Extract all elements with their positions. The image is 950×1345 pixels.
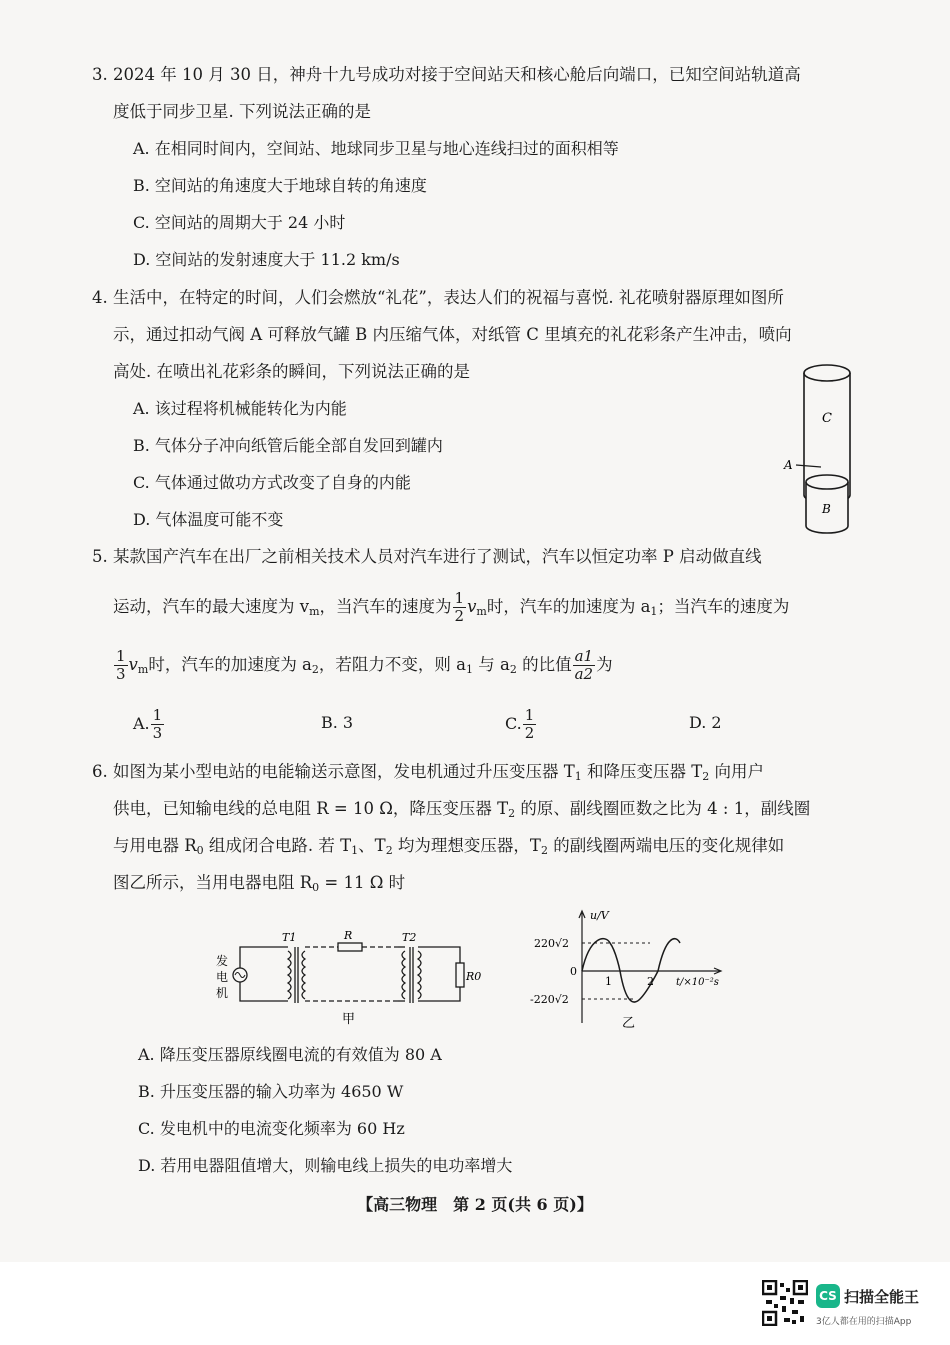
fraction-num: 1 [152, 706, 163, 724]
label-t1: T1 [282, 931, 297, 944]
q5-text: 运动，汽车的最大速度为 v [113, 597, 310, 616]
q6-stem-line3 [113, 834, 784, 863]
q5-option-b: B. 3 [321, 713, 354, 732]
q6-text: 和降压变压器 T [581, 762, 703, 781]
transmission-line [305, 947, 398, 1001]
q4-option-b: B. 气体分子冲向纸管后能全部自发回到罐内 [133, 436, 443, 455]
q6-option-a: A. 降压变压器原线圈电流的有效值为 80 A [138, 1045, 442, 1064]
q6-sub: 2 [385, 844, 393, 857]
y-peak-label: 220√2 [534, 937, 570, 950]
q6-text: 、T [358, 836, 386, 855]
q3-option-a: A. 在相同时间内，空间站、地球同步卫星与地心连线扫过的面积相等 [133, 139, 619, 158]
label-t2: T2 [402, 931, 417, 944]
ac-wave-icon [235, 973, 245, 978]
q5-sub: m [137, 663, 149, 676]
q5-text: 与 a [473, 655, 510, 674]
fraction-num: 1 [116, 647, 126, 665]
q6-voltage-graph [530, 905, 740, 1035]
q5-text: 的比值 [516, 655, 572, 674]
q6-stem-line2 [113, 797, 810, 826]
t1-secondary-coil [302, 951, 305, 999]
q4-stem-line1: 4. 生活中，在特定的时间，人们会燃放“礼花”，表达人们的祝福与喜悦. 礼花喷射器原理如图所 [92, 288, 784, 307]
label-r0: R0 [466, 970, 482, 983]
x-axis-label: t/×10⁻²s [676, 977, 719, 988]
q5-text: ，若阻力不变，则 a [318, 655, 466, 674]
q4-figure-canister [780, 460, 860, 540]
q5-option-c [505, 707, 537, 742]
q5-stem-line2: 运动，汽车的最大速度为 $v_m$，当汽车的速度为 $\frac{1}{2}$ $v_m$时，汽车的加速度为 $a_1$；当汽车的速度为 [113, 589, 790, 625]
q4-stem-line3: 高处. 在喷出礼花彩条的瞬间，下列说法正确的是 [113, 362, 470, 381]
label-r: R [344, 929, 353, 942]
generator-char: 电 [216, 970, 229, 984]
q3-stem-line1: 3. 2024 年 10 月 30 日，神舟十九号成功对接于空间站天和核心舱后向端口，已知空间站轨道高 [92, 65, 801, 84]
canister-b-top [806, 475, 848, 489]
generator-char: 发 [216, 954, 229, 968]
fraction-one-half [523, 707, 537, 742]
q6-text: 供电，已知输电线的总电阻 R = 10 Ω，降压变压器 T [113, 799, 509, 818]
scanner-logo: CS [816, 1284, 840, 1308]
t1-primary-coil [288, 951, 291, 999]
q5-option-d: D. 2 [689, 713, 722, 732]
option-label: A. [133, 714, 150, 733]
fraction-den: 2 [524, 724, 535, 742]
fraction-one-half [453, 590, 467, 625]
q5-text: ；当汽车的速度为 [657, 597, 790, 616]
q6-stem-line1 [92, 760, 764, 789]
q6-option-c: C. 发电机中的电流变化频率为 60 Hz [138, 1119, 405, 1138]
q5-sub: 1 [466, 663, 473, 676]
q6-sub: 2 [540, 844, 548, 857]
q6-text: 的原、副线圈匝数之比为 4 : 1，副线圈 [515, 799, 811, 818]
q6-text: 6. 如图为某小型电站的电能输送示意图，发电机通过升压变压器 T [92, 762, 575, 781]
q4-option-d: D. 气体温度可能不变 [133, 510, 284, 529]
q3-option-b: B. 空间站的角速度大于地球自转的角速度 [133, 176, 427, 195]
q5-text: 时，汽车的加速度为 a [148, 655, 312, 674]
fraction-den: 2 [454, 607, 465, 625]
fraction-den: 3 [116, 665, 126, 683]
q5-option-a [133, 707, 165, 742]
q5-sub: m [309, 605, 320, 618]
q5-stem-line3: $\frac{1}{3}$ $v_m$时，汽车的加速度为 $a_2$，若阻力不变，则 $a_1$ 与 $a_2$ 的比值 $\frac{a1}{a2}$ 为 [116, 647, 613, 683]
q4-option-a: A. 该过程将机械能转化为内能 [133, 399, 347, 418]
q6-sub: 1 [574, 770, 582, 783]
q3-option-c: C. 空间站的周期大于 24 小时 [133, 213, 346, 232]
figure-caption-yi: 乙 [622, 1016, 636, 1031]
q6-text: 的副线圈两端电压的变化规律如 [547, 836, 785, 855]
label-c: C [822, 411, 832, 426]
q3-stem-line2: 度低于同步卫星. 下列说法正确的是 [113, 102, 371, 121]
page-footer: 【高三物理 第 2 页(共 6 页)】 [357, 1195, 593, 1214]
cylinder-c-top [804, 365, 850, 381]
q5-sub: m [476, 605, 487, 618]
fraction-num: 1 [524, 706, 535, 724]
qr-code-icon [762, 1280, 808, 1326]
q6-option-d: D. 若用电器阻值增大，则输电线上损失的电功率增大 [138, 1156, 513, 1175]
x-tick-1: 1 [605, 975, 612, 988]
option-label: C. [505, 714, 522, 733]
q6-text: 与用电器 R [113, 836, 197, 855]
generator-char: 机 [216, 986, 229, 1000]
q6-text: 图乙所示，当用电器电阻 R [113, 873, 313, 892]
q4-stem-line2: 示，通过扣动气阀 A 可释放气罐 B 内压缩气体，对纸管 C 里填充的礼花彩条产生冲击，喷向 [113, 325, 792, 344]
t2-primary-coil [402, 951, 405, 999]
q6-text: 组成闭合电路. 若 T [203, 836, 352, 855]
fraction-ratio [573, 648, 596, 683]
q6-sub: 0 [312, 881, 320, 894]
q6-text: 均为理想变压器，T [392, 836, 541, 855]
t2-secondary-coil [418, 951, 421, 999]
q6-circuit-diagram [210, 925, 500, 1035]
fraction-one-third [151, 707, 165, 742]
figure-caption-jia: 甲 [342, 1012, 356, 1027]
q6-text: 向用户 [709, 762, 764, 781]
q5-sub: 2 [509, 663, 517, 676]
q6-text: = 11 Ω 时 [319, 873, 406, 892]
scanner-app-name: 扫描全能王 [844, 1288, 920, 1306]
q6-sub: 2 [702, 770, 710, 783]
fraction-den: 3 [152, 724, 163, 742]
q3-option-d: D. 空间站的发射速度大于 11.2 km/s [133, 250, 400, 269]
fraction-den: a2 [574, 665, 594, 683]
fraction-one-third [114, 648, 128, 683]
q6-sub: 2 [508, 807, 516, 820]
x-tick-2: 2 [647, 975, 654, 988]
q4-option-c: C. 气体通过做功方式改变了自身的内能 [133, 473, 411, 492]
secondary-loop-wire [418, 947, 460, 1001]
q5-text: 时，汽车的加速度为 a [486, 597, 651, 616]
fraction-num: a1 [574, 647, 594, 665]
q6-option-b: B. 升压变压器的输入功率为 4650 W [138, 1082, 404, 1101]
y-axis-label: u/V [590, 909, 609, 922]
q6-sub: 1 [351, 844, 359, 857]
q5-sub: 2 [311, 663, 319, 676]
y-trough-label: -220√2 [530, 993, 569, 1006]
q6-sub: 0 [196, 844, 204, 857]
label-b: B [822, 502, 831, 516]
q5-text: 为 [596, 655, 613, 674]
scanner-watermark [762, 1280, 942, 1332]
sine-wave [582, 939, 680, 1002]
q5-stem-line1: 5. 某款国产汽车在出厂之前相关技术人员对汽车进行了测试，汽车以恒定功率 P 启动做直线 [92, 547, 762, 566]
scanner-slogan: 3亿人都在用的扫描App [816, 1317, 912, 1327]
fraction-num: 1 [454, 589, 465, 607]
label-a: A [784, 458, 793, 472]
origin-label: 0 [570, 965, 577, 978]
q6-stem-line4 [113, 871, 405, 900]
resistor-r0 [456, 963, 464, 987]
q5-sub: 1 [650, 605, 658, 618]
q5-text: ，当汽车的速度为 [319, 597, 452, 616]
resistor-r [338, 943, 362, 951]
